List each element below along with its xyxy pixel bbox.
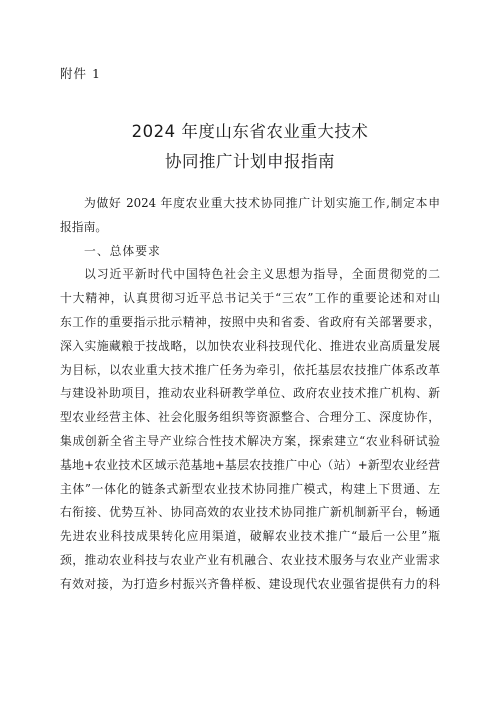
intro-line: 为做好 2024 年度农业重大技术协同推广计划实施工作,制定本申: [84, 196, 440, 210]
paragraph-line: 为目标，以农业重大技术推广任务为牵引，依托基层农技推广体系改革: [60, 362, 440, 377]
paragraph-line: 以习近平新时代中国特色社会主义思想为指导，全面贯彻党的二: [84, 267, 440, 282]
document-title-line-1: 2024 年度山东省农业重大技术: [131, 122, 369, 141]
document-title-line-2: 协同推广计划申报指南: [165, 152, 335, 171]
paragraph-line: 右衔接、优势互补、协同高效的农业技术协同推广新机制新平台，畅通: [60, 505, 440, 520]
paragraph-line: 主体”一体化的链条式新型农业技术协同推广模式，构建上下贯通、左: [60, 481, 440, 496]
paragraph-line: 先进农业科技成果转化应用渠道，破解农业技术推广“最后一公里”瓶: [60, 529, 440, 544]
paragraph-line: 型农业经营主体、社会化服务组织等资源整合、合理分工、深度协作，: [60, 410, 440, 425]
paragraph-line: 颈，推动农业科技与农业产业有机融合、农业技术服务与农业产业需求: [60, 552, 440, 567]
paragraph-line: 十大精神，认真贯彻习近平总书记关于“三农”工作的重要论述和对山: [60, 291, 440, 306]
document-body: [60, 192, 440, 597]
intro-line: 报指南。: [60, 219, 108, 234]
paragraph-line: 基地+农业技术区域示范基地+基层农技推广中心（站）+新型农业经营: [60, 457, 440, 472]
paragraph-line: 与建设补助项目，推动农业科研教学单位、政府农业技术推广机构、新: [60, 386, 440, 401]
paragraph-line: 集成创新全省主导产业综合性技术解决方案，探索建立“农业科研试验: [60, 433, 440, 448]
paragraph-line: 有效对接，为打造乡村振兴齐鲁样板、建设现代农业强省提供有力的科: [60, 576, 440, 591]
paragraph-line: 深入实施藏粮于技战略，以加快农业科技现代化、推进农业高质量发展: [60, 338, 440, 353]
section-heading: 一、总体要求: [84, 243, 161, 258]
attachment-label: 附件 1: [60, 66, 101, 81]
paragraph-line: 东工作的重要指示批示精神，按照中央和省委、省政府有关部署要求，: [60, 314, 440, 329]
